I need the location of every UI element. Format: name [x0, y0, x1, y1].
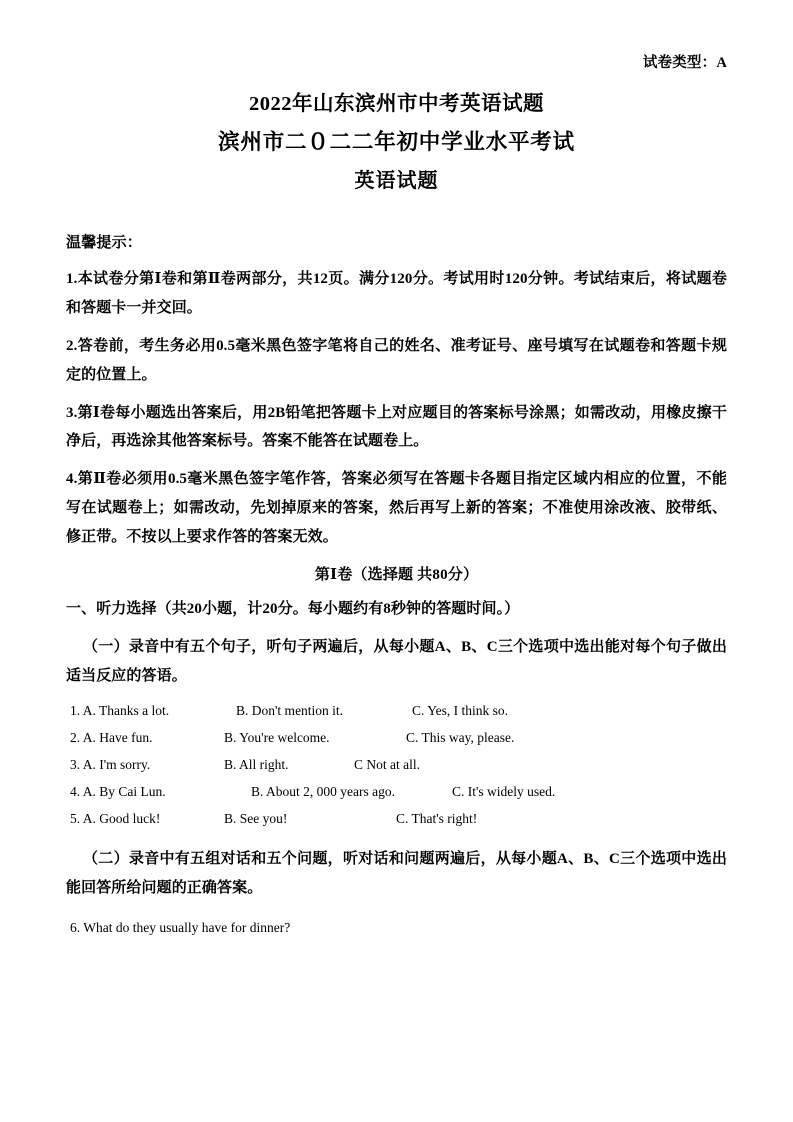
option-c[interactable]: C. Yes, I think so.	[412, 703, 509, 719]
tips-heading: 温馨提示：	[66, 235, 143, 252]
option-b[interactable]: B. About 2, 000 years ago.	[251, 784, 395, 800]
listening-section-heading: 一、听力选择（共20小题，计20分。每小题约有8秒钟的答题时间。）	[66, 601, 520, 618]
list-item	[66, 778, 727, 805]
option-a[interactable]: 3. A. I'm sorry.	[70, 757, 151, 773]
listening-question-6: 6. What do they usually have for dinner?	[70, 920, 291, 936]
option-b[interactable]: B. All right.	[224, 757, 289, 773]
list-item	[66, 724, 727, 751]
option-a[interactable]: 2. A. Have fun.	[70, 730, 153, 746]
exam-type-label: 试卷类型：A	[642, 55, 727, 71]
paper-part-1-heading: 第Ⅰ卷（选择题 共80分）	[314, 566, 479, 583]
page-title-subject: 英语试题	[354, 170, 439, 193]
list-item	[66, 697, 727, 724]
title-block	[66, 94, 727, 191]
option-a[interactable]: 4. A. By Cai Lun.	[70, 784, 166, 800]
option-b[interactable]: B. See you!	[224, 811, 288, 827]
option-a[interactable]: 5. A. Good luck!	[70, 811, 161, 827]
list-item	[66, 805, 727, 832]
option-c[interactable]: C. That's right!	[396, 811, 478, 827]
option-c[interactable]: C. It's widely used.	[452, 784, 556, 800]
list-item	[66, 751, 727, 778]
tips-item-4: 4.第Ⅱ卷必须用0.5毫米黑色签字笔作答，答案必须写在答题卡各题目指定区域内相应的位置，不能写在试题卷上；如需改动，先划掉原来的答案，然后再写上新的答案；不准使用涂改液、胶带纸、修正带。不按以上要求作答的答案无效。	[66, 471, 727, 545]
tips-item-2: 2.答卷前，考生务必用0.5毫米黑色签字笔将自己的姓名、准考证号、座号填写在试题卷和答题卡规定的位置上。	[66, 337, 727, 383]
tips-item-1: 1.本试卷分第Ⅰ卷和第Ⅱ卷两部分，共12页。满分120分。考试用时120分钟。考试结束后，将试题卷和答题卡一并交回。	[66, 271, 727, 317]
option-c[interactable]: C. This way, please.	[406, 730, 515, 746]
option-a[interactable]: 1. A. Thanks a lot.	[70, 703, 170, 719]
tips-item-3: 3.第Ⅰ卷每小题选出答案后，用2B铅笔把答题卡上对应题目的答案标号涂黑；如需改动，用橡皮擦干净后，再选涂其他答案标号。答案不能答在试题卷上。	[66, 404, 727, 450]
option-b[interactable]: B. Don't mention it.	[236, 703, 344, 719]
listening-subsection-2-instruction: （二）录音中有五组对话和五个问题，听对话和问题两遍后，从每小题A、B、C三个选项中选出能回答所给问题的正确答案。	[66, 851, 727, 897]
listening-subsection-1-instruction: （一）录音中有五个句子，听句子两遍后，从每小题A、B、C三个选项中选出能对每个句子做出适当反应的答语。	[66, 638, 727, 684]
listening-question-list-1	[66, 690, 727, 832]
option-c[interactable]: C Not at all.	[354, 757, 420, 773]
option-b[interactable]: B. You're welcome.	[224, 730, 330, 746]
page-title-primary: 2022年山东滨州市中考英语试题	[249, 93, 544, 116]
page-title-secondary: 滨州市二０二二年初中学业水平考试	[218, 129, 575, 154]
